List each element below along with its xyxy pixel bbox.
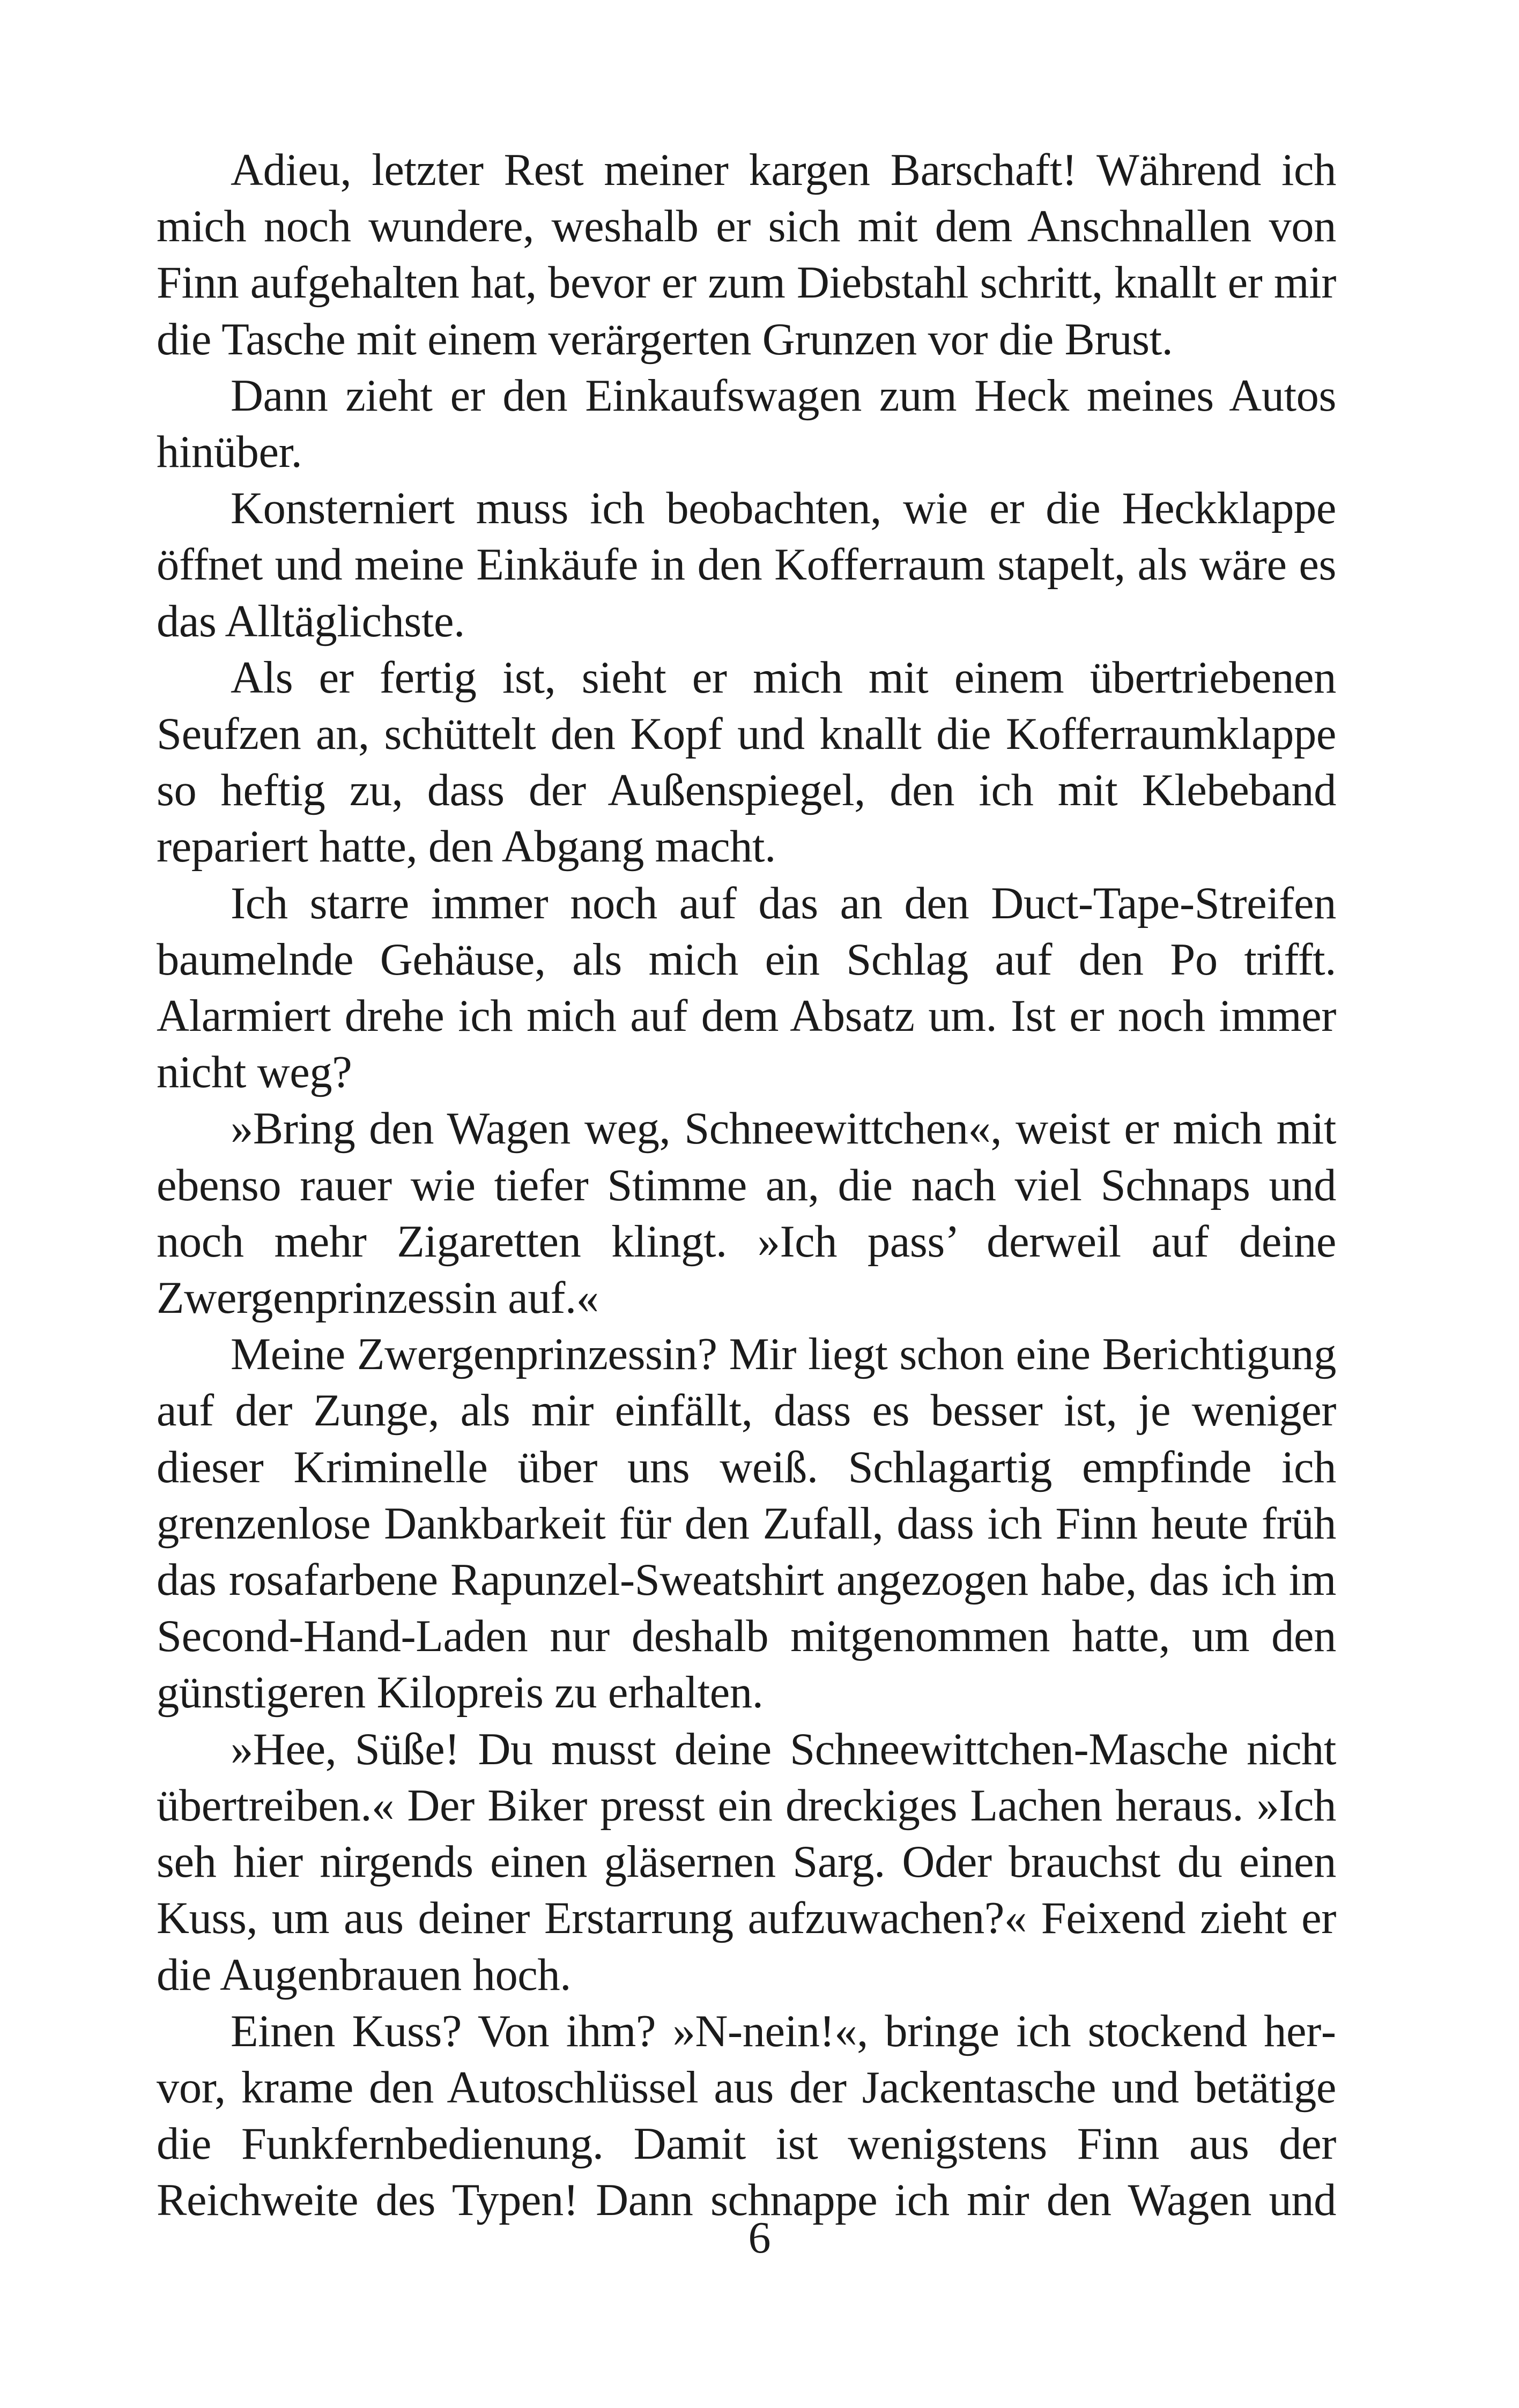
- paragraph-9: Einen Kuss? Von ihm? »N-nein!«, bringe ich stockend hervor, krame den Autoschlüssel aus der Jackentasche und betätige die Funkfernbedienung. Damit ist wenigstens Finn aus der Reichweite des Typen! Dann schnappe ich mir den Wagen und: [157, 2006, 1336, 2226]
- paragraph-8: »Hee, Süße! Du musst deine Schneewittchen-Masche nicht übertreiben.« Der Biker presst ein dreckiges Lachen heraus. »Ich seh hier nirgends einen gläsernen Sarg. Oder brauchst du einen Kuss, um aus deiner Erstarrung aufzuwachen?« Feixend zieht er die Augenbrauen hoch.: [157, 1724, 1336, 2000]
- book-page-text: [157, 142, 1336, 2229]
- paragraph-5: Ich starre immer noch auf das an den Duct-Tape-Streifen baumelnde Gehäuse, als mich ein Schlag auf den Po trifft. Alarmiert drehe ich mich auf dem Absatz um. Ist er noch immer nicht weg?: [157, 878, 1336, 1098]
- paragraph-6: »Bring den Wagen weg, Schneewittchen«, weist er mich mit ebenso rauer wie tiefer Stimme an, die nach viel Schnaps und noch mehr Zigaretten klingt. »Ich pass’ derweil auf deine Zwergenprinzessin auf.«: [157, 1104, 1336, 1324]
- paragraph-7: Meine Zwergenprinzessin? Mir liegt schon eine Berichtigung auf der Zunge, als mir einfällt, dass es besser ist, je weniger dieser Kriminelle über uns weiß. Schlagartig empfinde ich grenzenlose Dankbarkeit für den Zufall, dass ich Finn heute früh das rosafarbene Rapunzel-Sweatshirt angezogen habe, das ich im Second-Hand-Laden nur deshalb mitgenommen hatte, um den günstigeren Kilopreis zu erhalten.: [157, 1329, 1336, 1718]
- paragraph-1: Adieu, letzter Rest meiner kargen Barschaft! Während ich mich noch wundere, weshalb er sich mit dem Anschnallen von Finn aufgehalten hat, bevor er zum Diebstahl schritt, knallt er mir die Tasche mit einem verärgerten Grunzen vor die Brust.: [157, 145, 1336, 365]
- paragraph-3: Konsterniert muss ich beobachten, wie er die Heckklappe öffnet und meine Einkäufe in den Kofferraum stapelt, als wäre es das Alltäglichste.: [157, 484, 1336, 646]
- paragraph-4: Als er fertig ist, sieht er mich mit einem übertriebenen Seufzen an, schüttelt den Kopf und knallt die Kofferraumklappe so heftig zu, dass der Außenspiegel, den ich mit Klebeband repariert hatte, den Abgang macht.: [157, 652, 1336, 872]
- paragraph-2: Dann zieht er den Einkaufswagen zum Heck meines Autos hinüber.: [157, 370, 1336, 478]
- page-number: 6: [748, 2213, 771, 2263]
